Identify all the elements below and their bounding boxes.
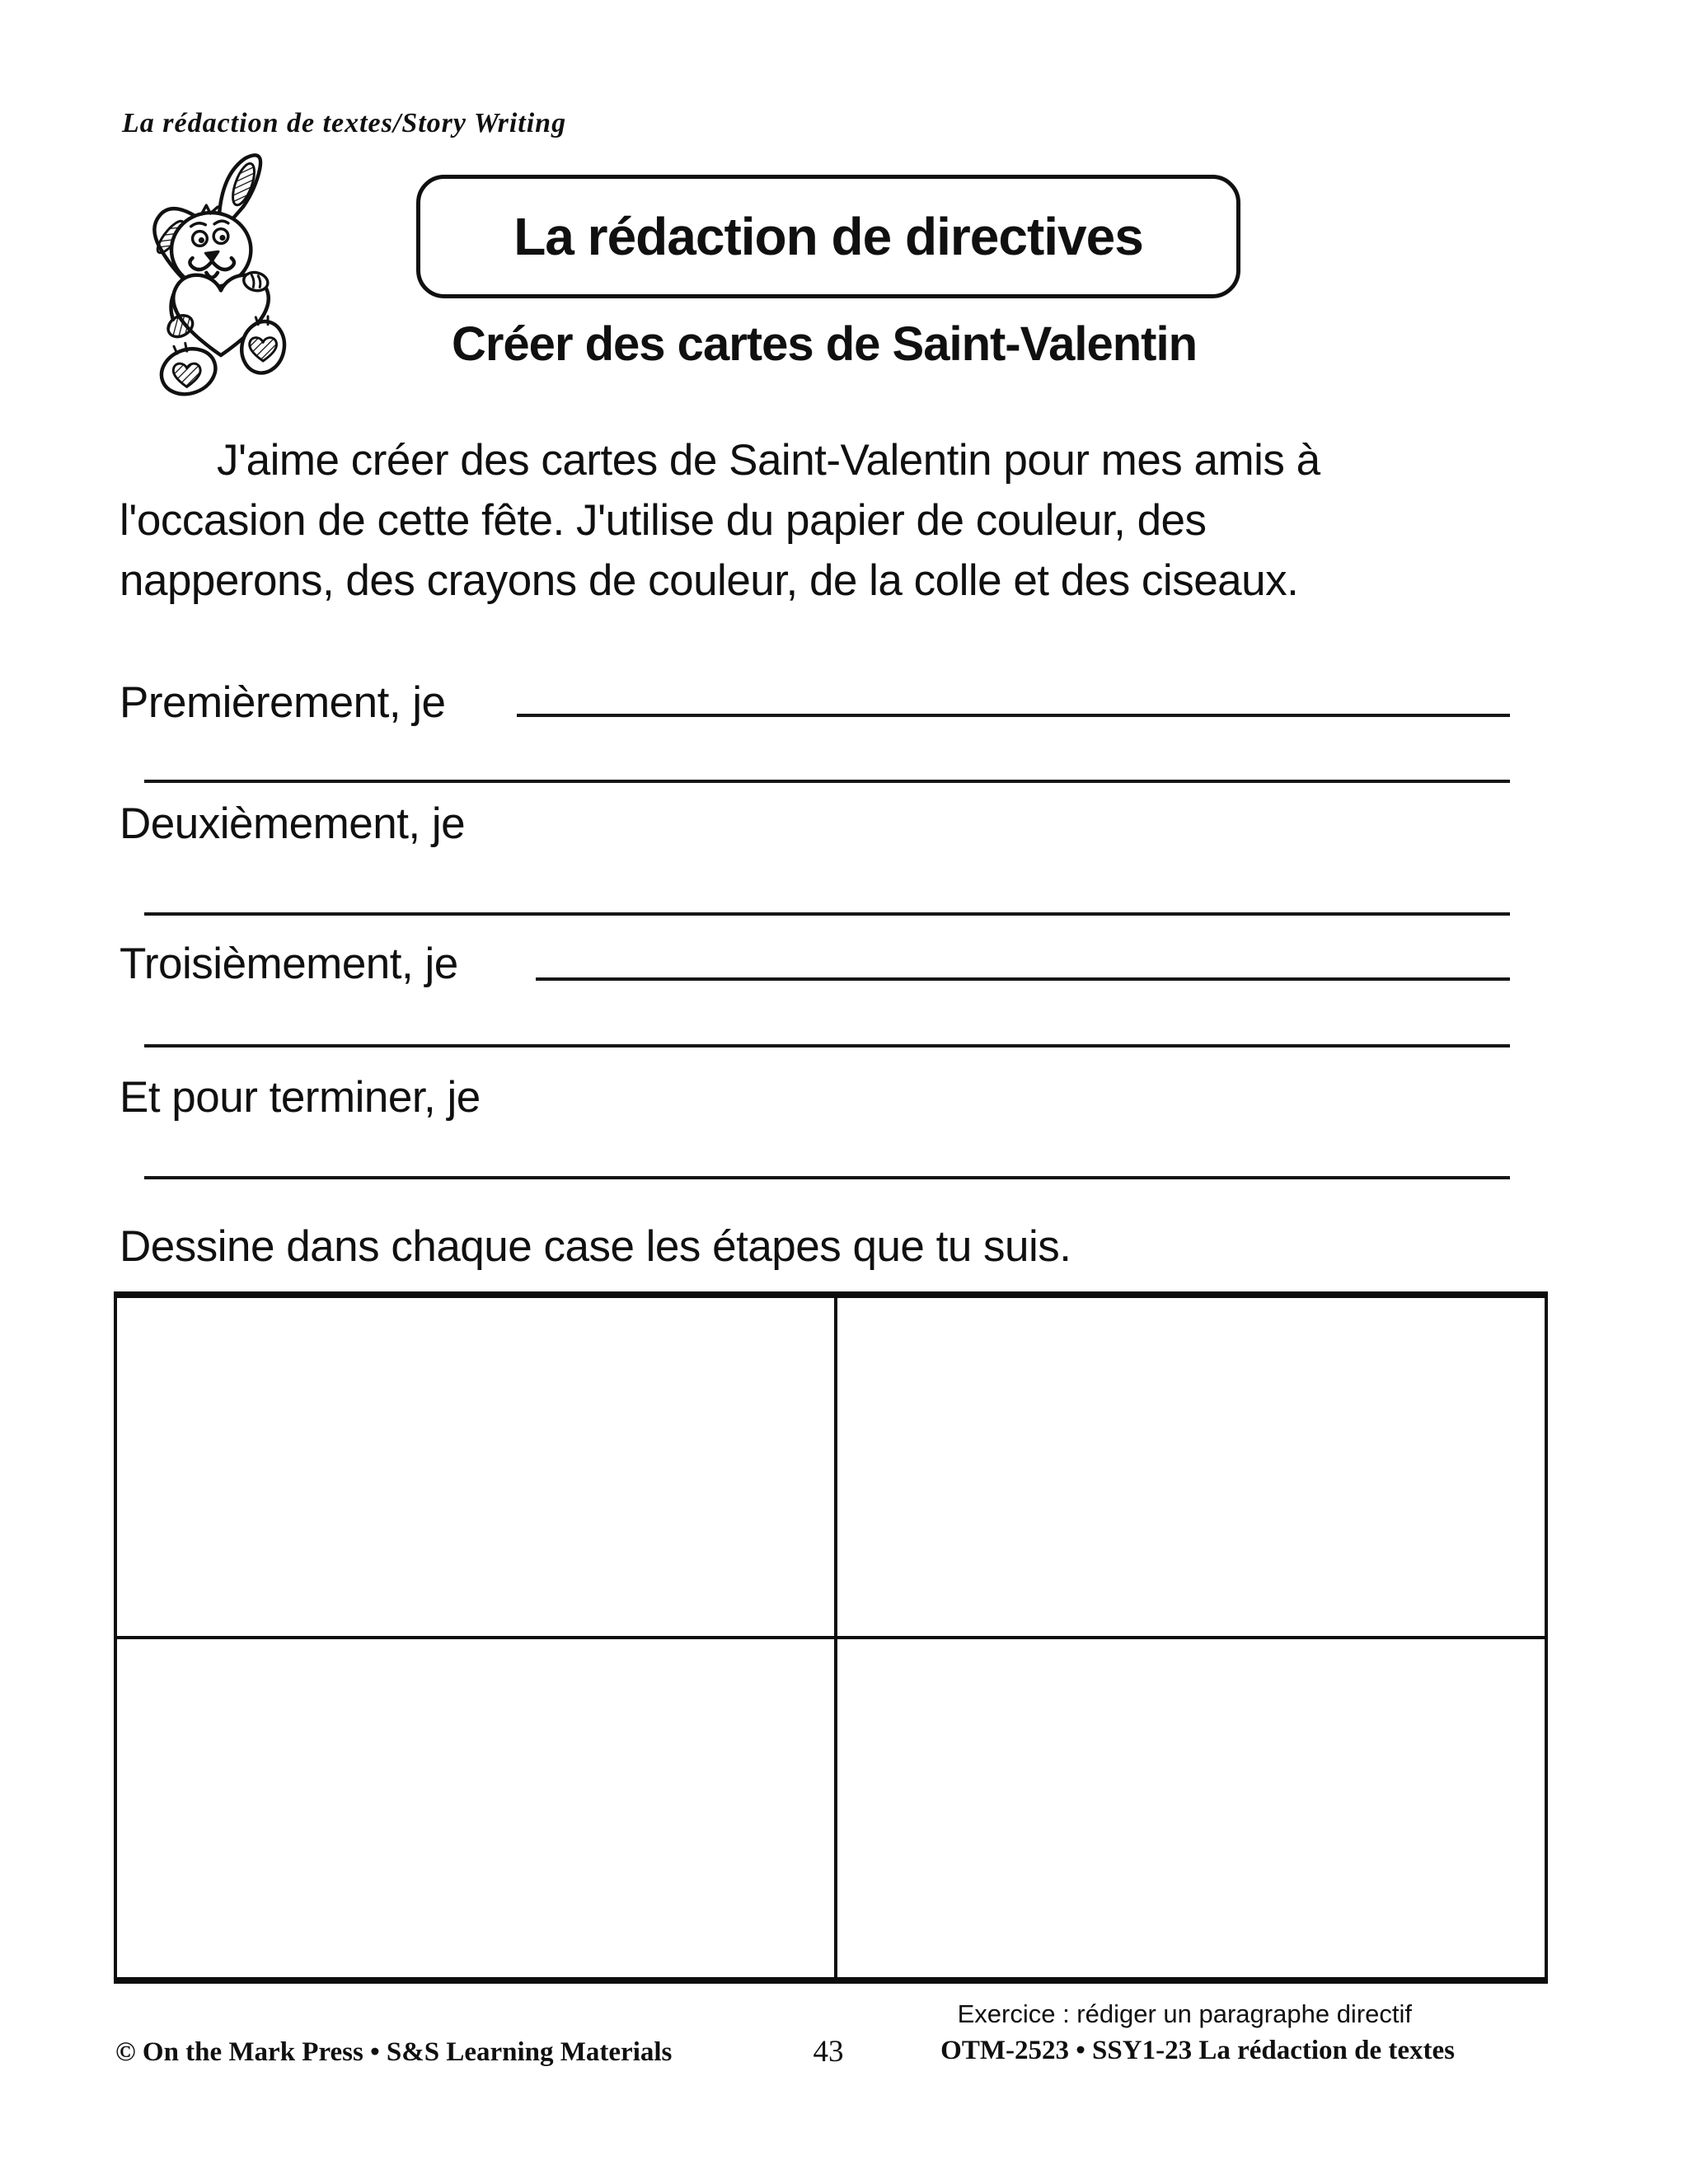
drawing-box-3[interactable] [117, 1639, 831, 1975]
write-line[interactable] [144, 780, 1510, 783]
category-header: La rédaction de textes/Story Writing [122, 108, 567, 138]
prompt-label-et-pour-terminer: Et pour terminer, je [120, 1073, 481, 1122]
drawing-instruction: Dessine dans chaque case les étapes que tu suis. [120, 1222, 1071, 1271]
drawing-box-4[interactable] [837, 1639, 1551, 1975]
prompt-label-troisiemement: Troisièmement, je [120, 940, 458, 988]
intro-line: l'occasion de cette fête. J'utilise du papier de couleur, des [120, 496, 1207, 545]
write-line[interactable] [536, 977, 1510, 981]
footer-copyright: © On the Mark Press • S&S Learning Materials [115, 2037, 673, 2067]
write-line[interactable] [144, 1044, 1510, 1047]
prompt-label-deuxiemement: Deuxièmement, je [120, 799, 466, 848]
title-box [416, 175, 1240, 298]
intro-line: J'aime créer des cartes de Saint-Valentin pour mes amis à [217, 436, 1320, 485]
prompt-label-premierement: Premièrement, je [120, 678, 446, 727]
page-title: La rédaction de directives [513, 207, 1143, 266]
write-line[interactable] [144, 1176, 1510, 1179]
write-line[interactable] [144, 912, 1510, 916]
page-subtitle: Créer des cartes de Saint-Valentin [451, 317, 1198, 371]
drawing-box-1[interactable] [117, 1298, 831, 1634]
intro-line: napperons, des crayons de couleur, de la colle et des ciseaux. [120, 556, 1299, 605]
page-number: 43 [813, 2035, 844, 2069]
write-line[interactable] [517, 714, 1510, 717]
drawing-grid [114, 1291, 1548, 1984]
rabbit-holding-heart-icon [124, 148, 318, 429]
drawing-box-2[interactable] [837, 1298, 1551, 1634]
intro-paragraph [120, 430, 1537, 611]
footer-exercise-note: Exercice : rédiger un paragraphe directif [957, 1999, 1412, 2028]
footer-product-code: OTM-2523 • SSY1-23 La rédaction de textes [940, 2036, 1455, 2065]
